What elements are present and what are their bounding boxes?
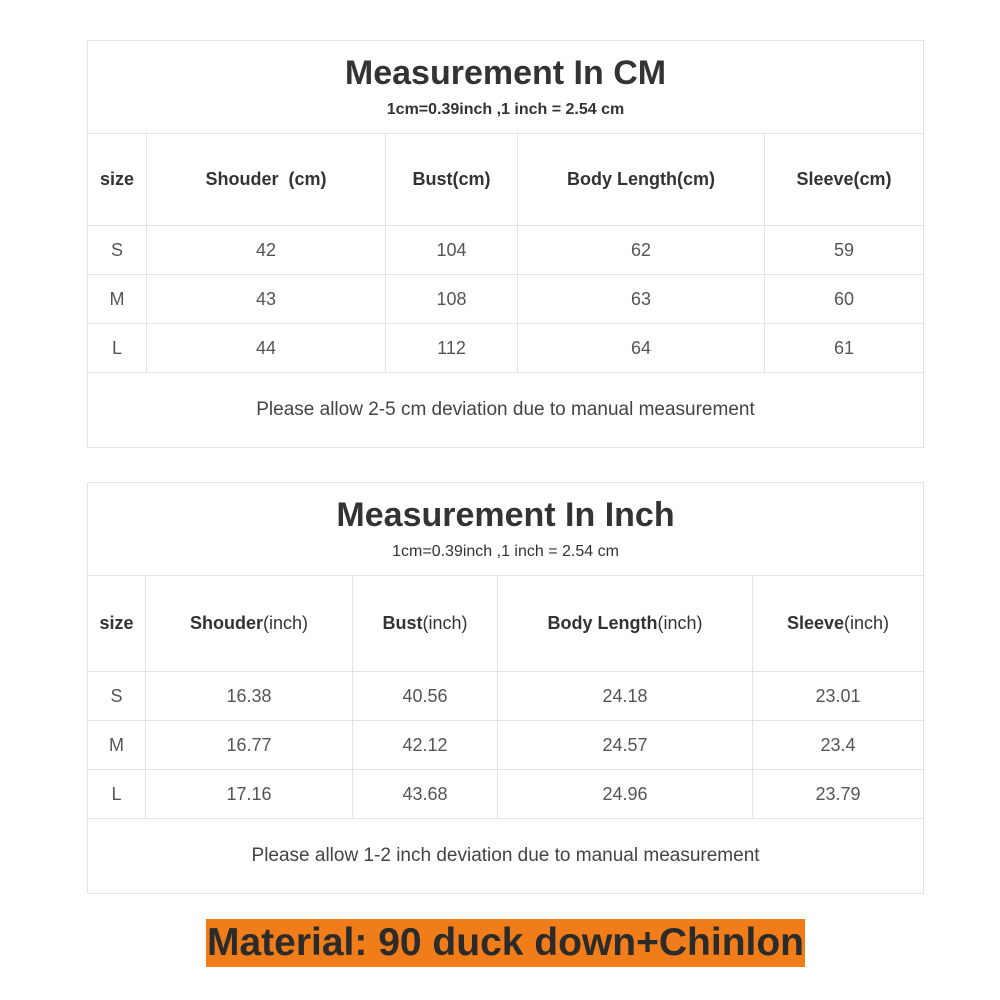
body-length-cell: 24.96 (498, 770, 753, 819)
header-shoulder (146, 576, 353, 672)
header-shoulder-unit: (inch) (263, 613, 309, 633)
inch-table-title-cell (88, 483, 924, 576)
size-cell: M (88, 721, 146, 770)
inch-table-subtitle: 1cm=0.39inch ,1 inch = 2.54 cm (392, 543, 619, 560)
cm-header-row (88, 134, 924, 226)
table-row (88, 275, 924, 324)
material-banner: Material: 90 duck down+Chinlon (206, 919, 805, 967)
header-bust-label: Bust (382, 613, 423, 633)
inch-table-title: Measurement In Inch (336, 496, 675, 534)
header-bust-unit: (inch) (422, 613, 468, 633)
cm-table-subtitle: 1cm=0.39inch ,1 inch = 2.54 cm (386, 101, 625, 118)
header-sleeve (753, 576, 924, 672)
bust-cell: 104 (386, 226, 518, 275)
header-sleeve-label: Sleeve (786, 613, 845, 633)
body-length-cell: 24.18 (498, 672, 753, 721)
sleeve-cell: 23.4 (753, 721, 924, 770)
bust-cell: 43.68 (353, 770, 498, 819)
sleeve-cell: 23.01 (753, 672, 924, 721)
bust-cell: 108 (386, 275, 518, 324)
cm-table-title: Measurement In CM (344, 54, 667, 92)
sleeve-cell: 60 (765, 275, 924, 324)
header-size: size (88, 134, 147, 226)
header-sleeve: Sleeve(cm) (765, 134, 924, 226)
table-row (88, 324, 924, 373)
sleeve-cell: 23.79 (753, 770, 924, 819)
header-sleeve-unit: (inch) (844, 613, 890, 633)
header-bust: Bust(cm) (386, 134, 518, 226)
body-length-cell: 24.57 (498, 721, 753, 770)
table-row (88, 226, 924, 275)
header-size-label: size (99, 613, 134, 633)
bust-cell: 40.56 (353, 672, 498, 721)
shoulder-cell: 16.38 (146, 672, 353, 721)
header-shoulder-label: Shouder (189, 613, 263, 633)
header-size (88, 576, 146, 672)
body-length-cell: 63 (518, 275, 765, 324)
cm-size-table (87, 40, 924, 448)
size-cell: L (88, 324, 147, 373)
header-body-length (498, 576, 753, 672)
header-body-length: Body Length(cm) (518, 134, 765, 226)
cm-deviation-note: Please allow 2-5 cm deviation due to manual measurement (88, 373, 924, 448)
sleeve-cell: 61 (765, 324, 924, 373)
header-shoulder: Shouder (cm) (147, 134, 386, 226)
table-row (88, 721, 924, 770)
header-body-length-unit: (inch) (657, 613, 703, 633)
size-cell: L (88, 770, 146, 819)
table-row (88, 770, 924, 819)
body-length-cell: 64 (518, 324, 765, 373)
shoulder-cell: 44 (147, 324, 386, 373)
shoulder-cell: 16.77 (146, 721, 353, 770)
inch-header-row (88, 576, 924, 672)
size-cell: M (88, 275, 147, 324)
shoulder-cell: 43 (147, 275, 386, 324)
bust-cell: 112 (386, 324, 518, 373)
header-body-length-label: Body Length (547, 613, 658, 633)
shoulder-cell: 42 (147, 226, 386, 275)
body-length-cell: 62 (518, 226, 765, 275)
cm-table-title-cell (88, 41, 924, 134)
inch-deviation-note: Please allow 1-2 inch deviation due to manual measurement (88, 819, 924, 894)
sleeve-cell: 59 (765, 226, 924, 275)
bust-cell: 42.12 (353, 721, 498, 770)
size-cell: S (88, 226, 147, 275)
size-cell: S (88, 672, 146, 721)
header-bust (353, 576, 498, 672)
table-row (88, 672, 924, 721)
inch-size-table (87, 482, 924, 894)
shoulder-cell: 17.16 (146, 770, 353, 819)
